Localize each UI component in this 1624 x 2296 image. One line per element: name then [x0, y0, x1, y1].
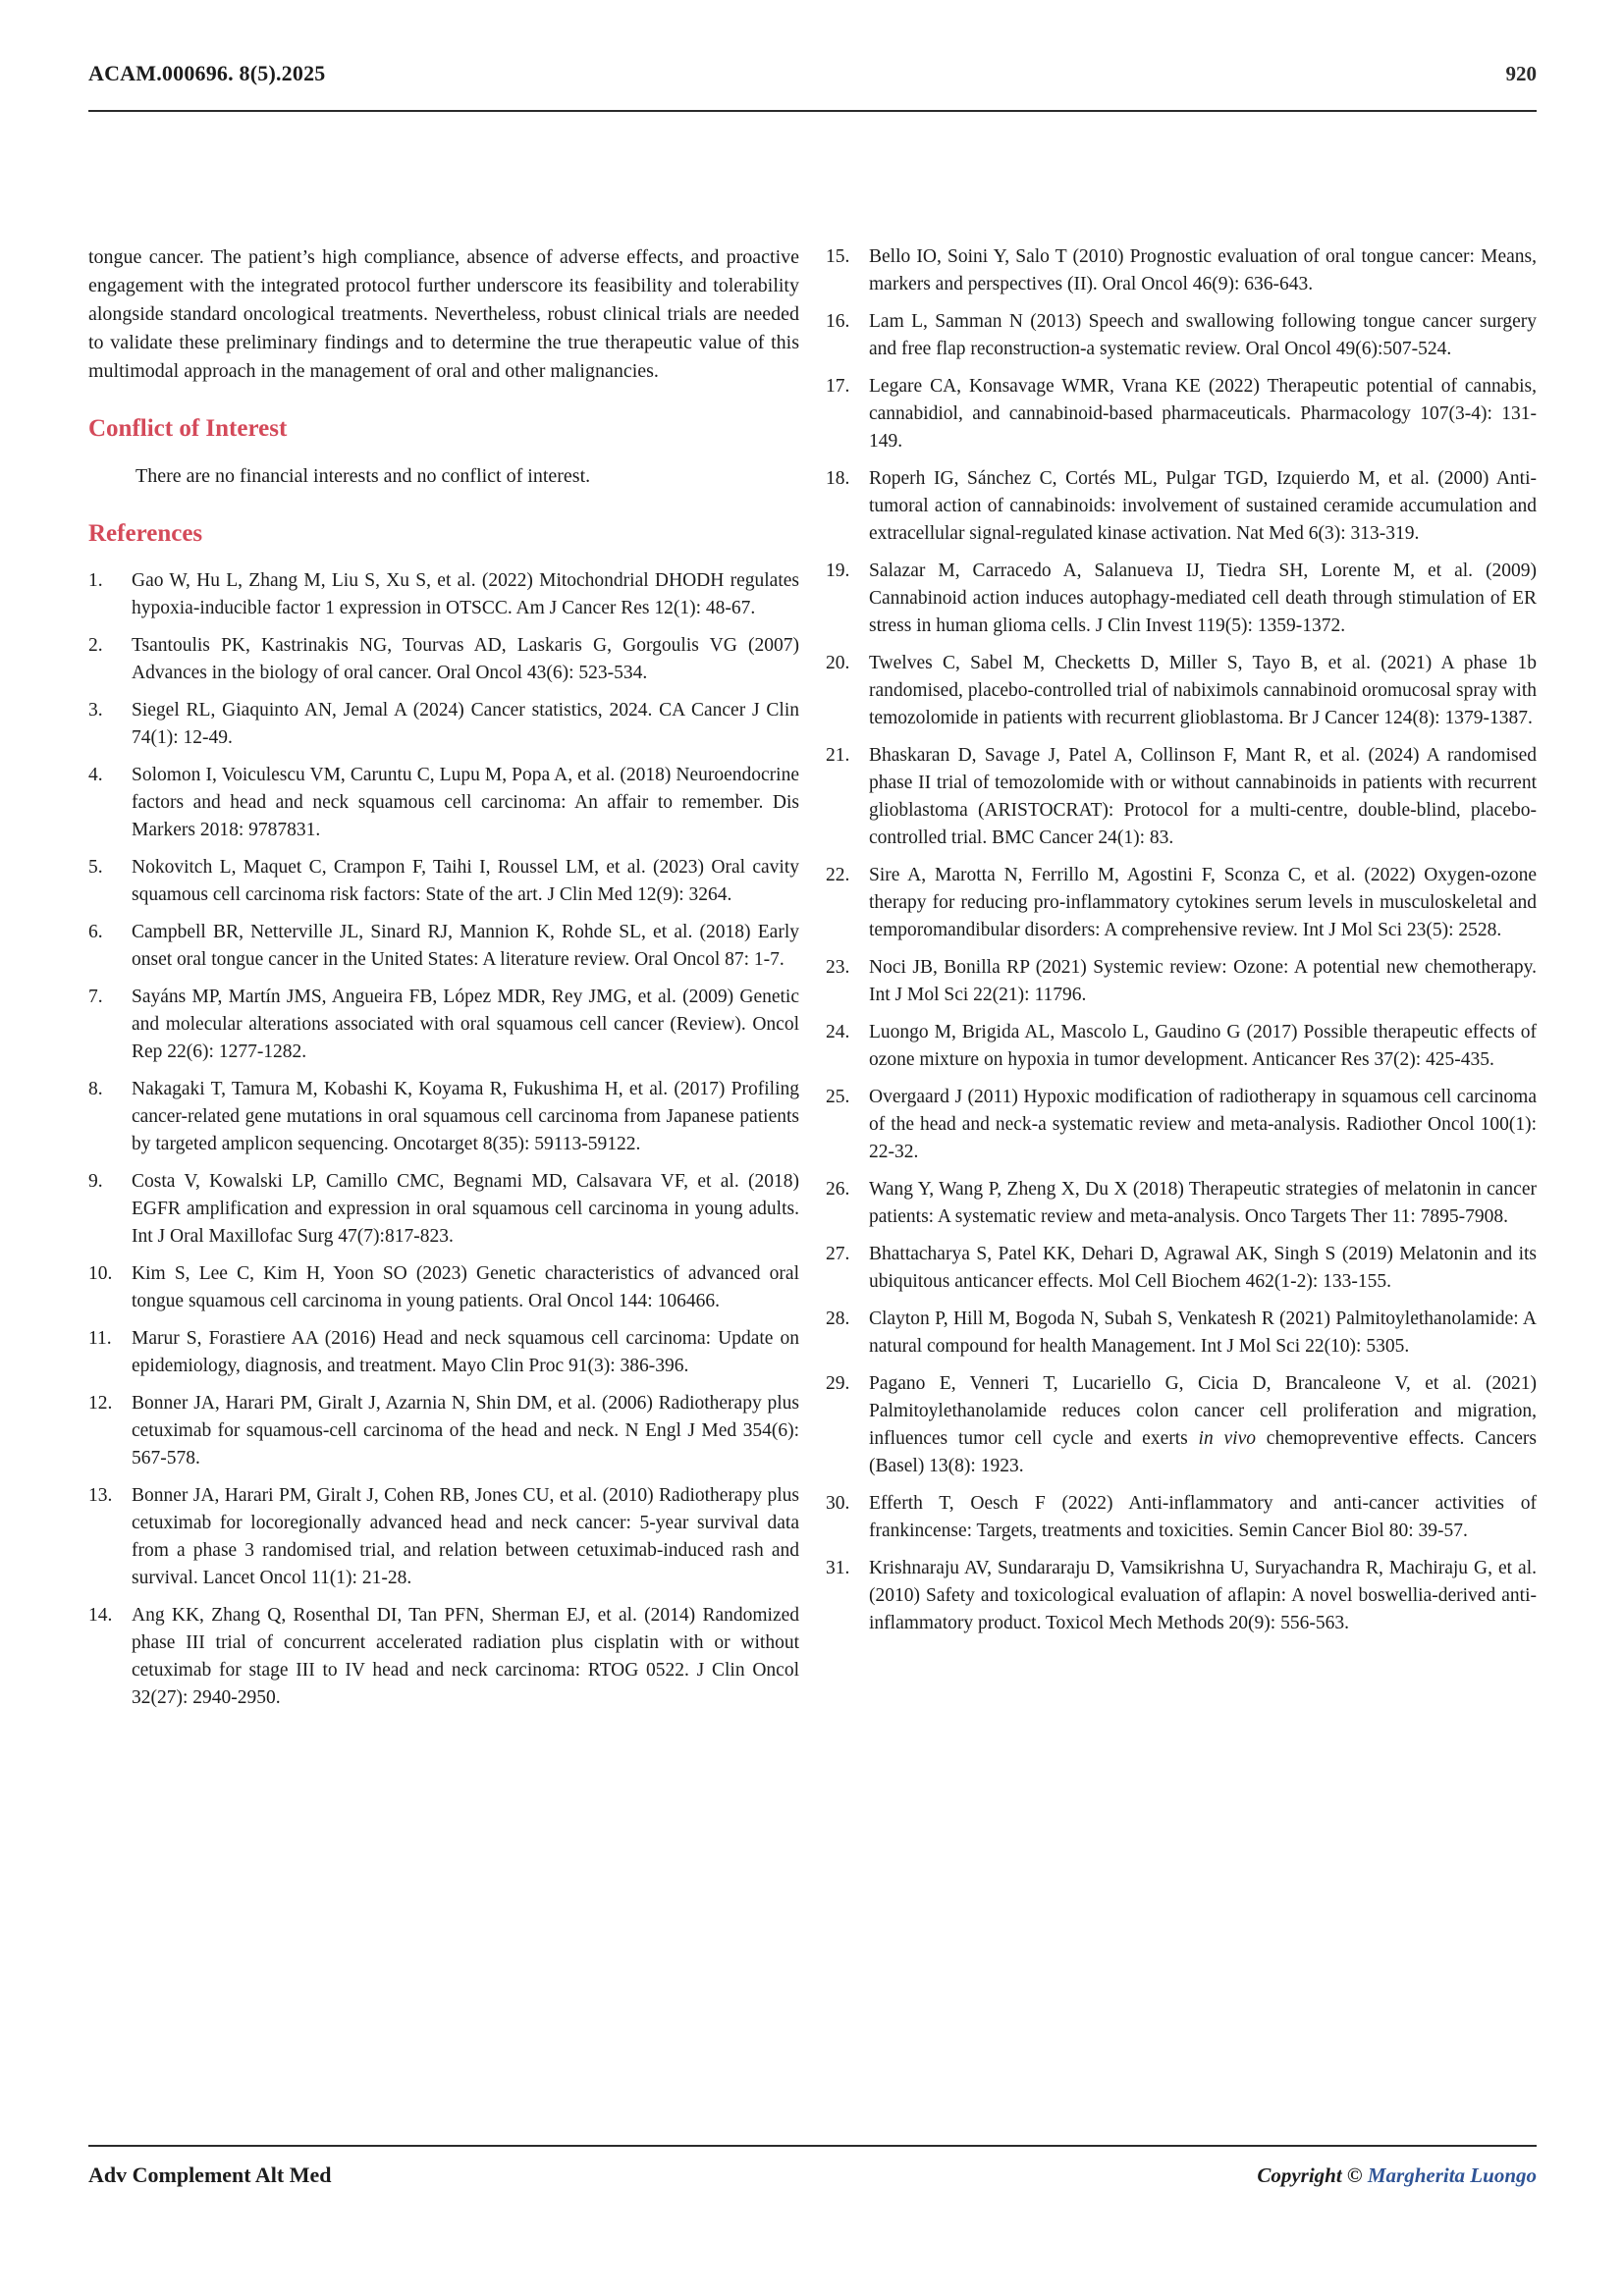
reference-item [88, 919, 799, 974]
reference-text: Twelves C, Sabel M, Checketts D, Miller S, Tayo B, et al. (2021) A phase 1b randomised, placebo-controlled trial of nabiximols cannabinoid oromucosal spray with temozolomide in patients with recurrent glioblastoma. Br J Cancer 124(8): 1379-1387. [869, 653, 1537, 728]
reference-text: Bello IO, Soini Y, Salo T (2010) Prognostic evaluation of oral tongue cancer: Means, markers and perspectives (II). Oral Oncol 46(9): 636-643. [869, 246, 1537, 294]
reference-text: Marur S, Forastiere AA (2016) Head and neck squamous cell carcinoma: Update on epidemiology, diagnosis, and treatment. Mayo Clin Proc 91(3): 386-396. [132, 1328, 799, 1376]
reference-number: 14. [88, 1605, 113, 1626]
reference-text: Pagano E, Venneri T, Lucariello G, Cicia D, Brancaleone V, et al. (2021) Palmitoylethanolamide reduces colon cancer cell proliferation and migration, influences tumor cell cycle and exerts in vivo chemopreventive effects. Cancers (Basel) 13(8): 1923. [869, 1373, 1537, 1476]
reference-text: Roperh IG, Sánchez C, Cortés ML, Pulgar TGD, Izquierdo M, et al. (2000) Anti-tumoral action of cannabinoids: involvement of sustained ceramide accumulation and extracellular signal-regulated kinase activation. Nat Med 6(3): 313-319. [869, 468, 1537, 544]
reference-number: 11. [88, 1328, 112, 1349]
reference-number: 26. [826, 1179, 850, 1200]
reference-item [88, 1168, 799, 1251]
reference-text: Sayáns MP, Martín JMS, Angueira FB, López MDR, Rey JMG, et al. (2009) Genetic and molecular alterations associated with oral squamous cell cancer (Review). Oncol Rep 22(6): 1277-1282. [132, 987, 799, 1062]
reference-number: 5. [88, 857, 103, 878]
copyright-author-link[interactable]: Margherita Luongo [1367, 2163, 1537, 2187]
reference-number: 25. [826, 1087, 850, 1107]
reference-number: 29. [826, 1373, 850, 1394]
reference-text: Wang Y, Wang P, Zheng X, Du X (2018) Therapeutic strategies of melatonin in cancer patients: A systematic review and meta-analysis. Onco Targets Ther 11: 7895-7908. [869, 1179, 1537, 1227]
reference-number: 10. [88, 1263, 113, 1284]
reference-item [826, 1241, 1537, 1296]
reference-item [826, 465, 1537, 548]
reference-text: Bonner JA, Harari PM, Giralt J, Cohen RB, Jones CU, et al. (2010) Radiotherapy plus cetuximab for locoregionally advanced head and neck cancer: 5-year survival data from a phase 3 randomised trial, and relation between cetuximab-induced rash and survival. Lancet Oncol 11(1): 21-28. [132, 1485, 799, 1588]
references-list-right [826, 243, 1537, 1637]
page-header [88, 61, 1537, 112]
page-number: 920 [1505, 62, 1537, 85]
reference-text: Legare CA, Konsavage WMR, Vrana KE (2022) Therapeutic potential of cannabis, cannabidiol, and cannabinoid-based pharmaceuticals. Pharmacology 107(3-4): 131-149. [869, 376, 1537, 452]
reference-item [88, 762, 799, 844]
reference-item [88, 1602, 799, 1712]
copyright-prefix: Copyright © [1257, 2163, 1368, 2187]
reference-number: 22. [826, 865, 850, 885]
reference-number: 12. [88, 1393, 113, 1414]
reference-number: 4. [88, 765, 103, 785]
reference-item [88, 632, 799, 687]
reference-text: Siegel RL, Giaquinto AN, Jemal A (2024) Cancer statistics, 2024. CA Cancer J Clin 74(1): 12-49. [132, 700, 799, 748]
reference-item [826, 742, 1537, 852]
reference-item [826, 954, 1537, 1009]
reference-text: Nakagaki T, Tamura M, Kobashi K, Koyama R, Fukushima H, et al. (2017) Profiling cancer-related gene mutations in oral squamous cell carcinoma from Japanese patients by targeted amplicon sequencing. Oncotarget 8(35): 59113-59122. [132, 1079, 799, 1154]
reference-number: 30. [826, 1493, 850, 1514]
right-column [826, 243, 1537, 1722]
reference-item [88, 567, 799, 622]
reference-number: 18. [826, 468, 850, 489]
reference-number: 15. [826, 246, 850, 267]
reference-number: 31. [826, 1558, 850, 1578]
reference-item [826, 558, 1537, 640]
reference-item [826, 1370, 1537, 1480]
reference-item [826, 243, 1537, 298]
reference-item [826, 373, 1537, 455]
reference-number: 21. [826, 745, 850, 766]
reference-item [826, 1555, 1537, 1637]
reference-number: 1. [88, 570, 103, 591]
reference-text: Costa V, Kowalski LP, Camillo CMC, Begnami MD, Calsavara VF, et al. (2018) EGFR amplification and expression in oral squamous cell carcinoma in young adults. Int J Oral Maxillofac Surg 47(7):817-823. [132, 1171, 799, 1247]
reference-item [826, 1019, 1537, 1074]
reference-text: Tsantoulis PK, Kastrinakis NG, Tourvas AD, Laskaris G, Gorgoulis VG (2007) Advances in the biology of oral cancer. Oral Oncol 43(6): 523-534. [132, 635, 799, 683]
journal-name: Adv Complement Alt Med [88, 2163, 332, 2187]
reference-number: 13. [88, 1485, 113, 1506]
conflict-of-interest-heading: Conflict of Interest [88, 415, 288, 442]
reference-number: 8. [88, 1079, 103, 1099]
reference-number: 6. [88, 922, 103, 942]
page-content [88, 243, 1537, 1722]
reference-text: Clayton P, Hill M, Bogoda N, Subah S, Venkatesh R (2021) Palmitoylethanolamide: A natural compound for health Management. Int J Mol Sci 22(10): 5305. [869, 1308, 1537, 1357]
reference-text: Solomon I, Voiculescu VM, Caruntu C, Lupu M, Popa A, et al. (2018) Neuroendocrine factors and head and neck squamous cell carcinoma: An affair to remember. Dis Markers 2018: 9787831. [132, 765, 799, 840]
reference-number: 27. [826, 1244, 850, 1264]
reference-number: 16. [826, 311, 850, 332]
reference-text: Overgaard J (2011) Hypoxic modification of radiotherapy in squamous cell carcinoma of the head and neck-a systematic review and meta-analysis. Radiother Oncol 100(1): 22-32. [869, 1087, 1537, 1162]
reference-text: Sire A, Marotta N, Ferrillo M, Agostini F, Sconza C, et al. (2022) Oxygen-ozone therapy for reducing pro-inflammatory cytokines serum levels in musculoskeletal and temporomandibular disorders: A comprehensive review. Int J Mol Sci 23(5): 2528. [869, 865, 1537, 940]
reference-item [88, 1076, 799, 1158]
reference-item [826, 1306, 1537, 1361]
reference-text: Efferth T, Oesch F (2022) Anti-inflammatory and anti-cancer activities of frankincense: Targets, treatments and toxicities. Semin Cancer Biol 80: 39-57. [869, 1493, 1537, 1541]
reference-number: 3. [88, 700, 103, 721]
reference-number: 20. [826, 653, 850, 673]
reference-text: Campbell BR, Netterville JL, Sinard RJ, Mannion K, Rohde SL, et al. (2018) Early onset oral tongue cancer in the United States: A literature review. Oral Oncol 87: 1-7. [132, 922, 799, 970]
reference-text: Bhattacharya S, Patel KK, Dehari D, Agrawal AK, Singh S (2019) Melatonin and its ubiquitous anticancer effects. Mol Cell Biochem 462(1-2): 133-155. [869, 1244, 1537, 1292]
reference-text: Lam L, Samman N (2013) Speech and swallowing following tongue cancer surgery and free flap reconstruction-a systematic review. Oral Oncol 49(6):507-524. [869, 311, 1537, 359]
reference-number: 9. [88, 1171, 103, 1192]
reference-text: Kim S, Lee C, Kim H, Yoon SO (2023) Genetic characteristics of advanced oral tongue squamous cell carcinoma in young patients. Oral Oncol 144: 106466. [132, 1263, 799, 1311]
reference-item [88, 1260, 799, 1315]
reference-number: 24. [826, 1022, 850, 1042]
reference-item [826, 308, 1537, 363]
reference-number: 28. [826, 1308, 850, 1329]
reference-number: 7. [88, 987, 103, 1007]
references-list-left [88, 567, 799, 1712]
conflict-of-interest-text: There are no financial interests and no conflict of interest. [135, 465, 591, 487]
reference-item [88, 984, 799, 1066]
reference-item [88, 697, 799, 752]
reference-item [826, 1084, 1537, 1166]
reference-item [826, 862, 1537, 944]
reference-item [826, 1490, 1537, 1545]
reference-text: Gao W, Hu L, Zhang M, Liu S, Xu S, et al. (2022) Mitochondrial DHODH regulates hypoxia-inducible factor 1 expression in OTSCC. Am J Cancer Res 12(1): 48-67. [132, 570, 799, 618]
reference-text: Bhaskaran D, Savage J, Patel A, Collinson F, Mant R, et al. (2024) A randomised phase II trial of temozolomide with or without cannabinoids in patients with recurrent glioblastoma (ARISTOCRAT): Protocol for a multi-centre, double-blind, placebo-controlled trial. BMC Cancer 24(1): 83. [869, 745, 1537, 848]
references-heading: References [88, 520, 203, 547]
reference-item [88, 1390, 799, 1472]
closing-paragraph: tongue cancer. The patient’s high compliance, absence of adverse effects, and proactive engagement with the integrated protocol further underscore its feasibility and tolerability alongside standard oncological treatments. Nevertheless, robust clinical trials are needed to validate these preliminary findings and to determine the true therapeutic value of this multimodal approach in the management of oral and other malignancies. [88, 246, 799, 382]
reference-text: Luongo M, Brigida AL, Mascolo L, Gaudino G (2017) Possible therapeutic effects of ozone mixture on hypoxia in tumor development. Anticancer Res 37(2): 425-435. [869, 1022, 1537, 1070]
reference-text: Noci JB, Bonilla RP (2021) Systemic review: Ozone: A potential new chemotherapy. Int J Mol Sci 22(21): 11796. [869, 957, 1537, 1005]
reference-item [88, 1325, 799, 1380]
reference-text: Salazar M, Carracedo A, Salanueva IJ, Tiedra SH, Lorente M, et al. (2009) Cannabinoid action induces autophagy-mediated cell death through stimulation of ER stress in human glioma cells. J Clin Invest 119(5): 1359-1372. [869, 561, 1537, 636]
reference-item [826, 1176, 1537, 1231]
reference-text: Krishnaraju AV, Sundararaju D, Vamsikrishna U, Suryachandra R, Machiraju G, et al. (2010) Safety and toxicological evaluation of aflapin: A novel boswellia-derived anti-inflammatory product. Toxicol Mech Methods 20(9): 556-563. [869, 1558, 1537, 1633]
reference-number: 2. [88, 635, 103, 656]
page-footer [88, 2145, 1537, 2188]
copyright-text [1257, 2163, 1537, 2188]
reference-item [88, 854, 799, 909]
reference-text: Ang KK, Zhang Q, Rosenthal DI, Tan PFN, Sherman EJ, et al. (2014) Randomized phase III trial of concurrent accelerated radiation plus cisplatin with or without cetuximab for stage III to IV head and neck carcinoma: RTOG 0522. J Clin Oncol 32(27): 2940-2950. [132, 1605, 799, 1708]
left-column [88, 243, 799, 1722]
reference-number: 17. [826, 376, 850, 397]
reference-item [88, 1482, 799, 1592]
article-id: ACAM.000696. 8(5).2025 [88, 61, 326, 85]
reference-text: Nokovitch L, Maquet C, Crampon F, Taihi I, Roussel LM, et al. (2023) Oral cavity squamous cell carcinoma risk factors: State of the art. J Clin Med 12(9): 3264. [132, 857, 799, 905]
reference-number: 23. [826, 957, 850, 978]
reference-number: 19. [826, 561, 850, 581]
reference-text: Bonner JA, Harari PM, Giralt J, Azarnia N, Shin DM, et al. (2006) Radiotherapy plus cetuximab for squamous-cell carcinoma of the head and neck. N Engl J Med 354(6): 567-578. [132, 1393, 799, 1468]
reference-item [826, 650, 1537, 732]
